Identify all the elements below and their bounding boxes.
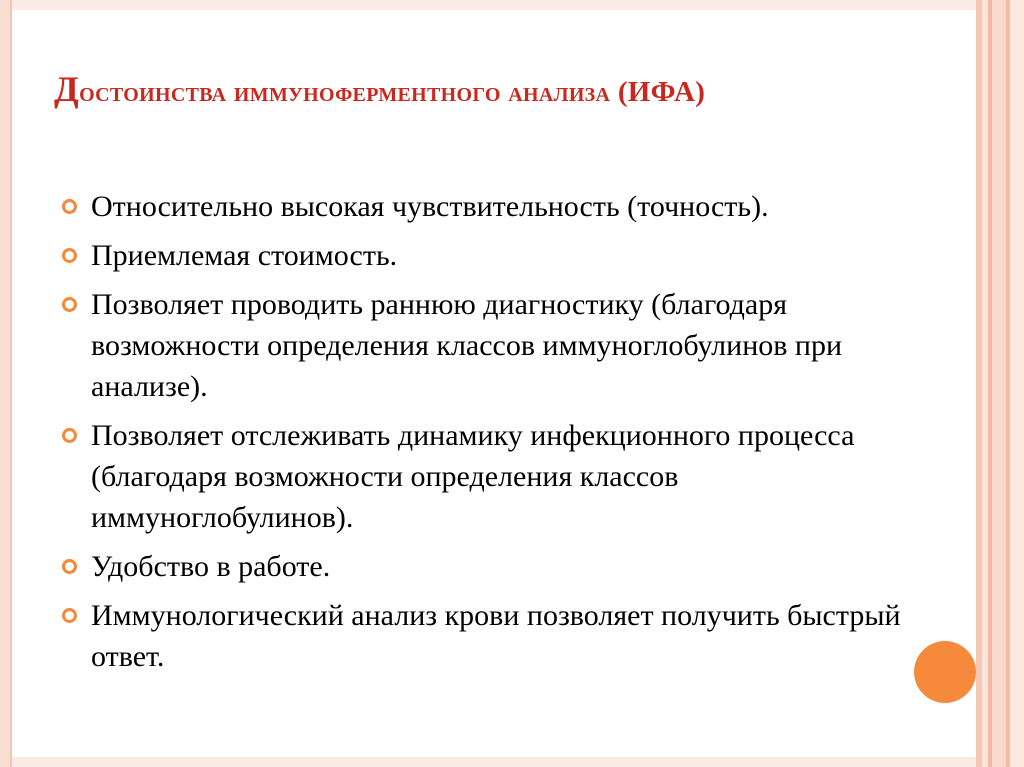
orange-circle-icon — [914, 641, 976, 703]
bullet-text: Позволяет проводить раннюю диагностику (благодаря возможности определения классов иммуноглобулинов при анализе). — [91, 288, 843, 403]
bullet-item — [60, 186, 910, 227]
bullet-text: Приемлемая стоимость. — [91, 239, 398, 272]
slide-title-first-letter: Д — [54, 69, 80, 109]
frame-top-border — [0, 0, 1024, 10]
ring-bullet-icon — [62, 248, 77, 263]
bullet-list — [60, 186, 910, 685]
bullet-item — [60, 595, 910, 677]
bullet-item — [60, 235, 910, 276]
frame-left-border — [0, 0, 12, 767]
ring-bullet-icon — [62, 199, 77, 214]
bullet-text: Относительно высокая чувствительность (точность). — [91, 190, 769, 223]
ring-bullet-icon — [62, 428, 77, 443]
ring-bullet-icon — [62, 608, 77, 623]
slide-title — [54, 68, 954, 110]
frame-bottom-border — [0, 757, 1024, 767]
right-decorative-stripe — [1010, 0, 1024, 767]
bullet-text: Иммунологический анализ крови позволяет получить быстрый ответ. — [91, 599, 901, 673]
bullet-item — [60, 415, 910, 538]
bullet-item — [60, 284, 910, 407]
right-decorative-stripe — [992, 0, 1006, 767]
bullet-item — [60, 546, 910, 587]
ring-bullet-icon — [62, 559, 77, 574]
ring-bullet-icon — [62, 297, 77, 312]
bullet-text: Удобство в работе. — [91, 550, 331, 583]
slide-title-rest: остоинства иммуноферментного анализа (ИФА) — [79, 76, 706, 108]
bullet-text: Позволяет отслеживать динамику инфекционного процесса (благодаря возможности определения классов иммуноглобулинов). — [91, 419, 855, 534]
